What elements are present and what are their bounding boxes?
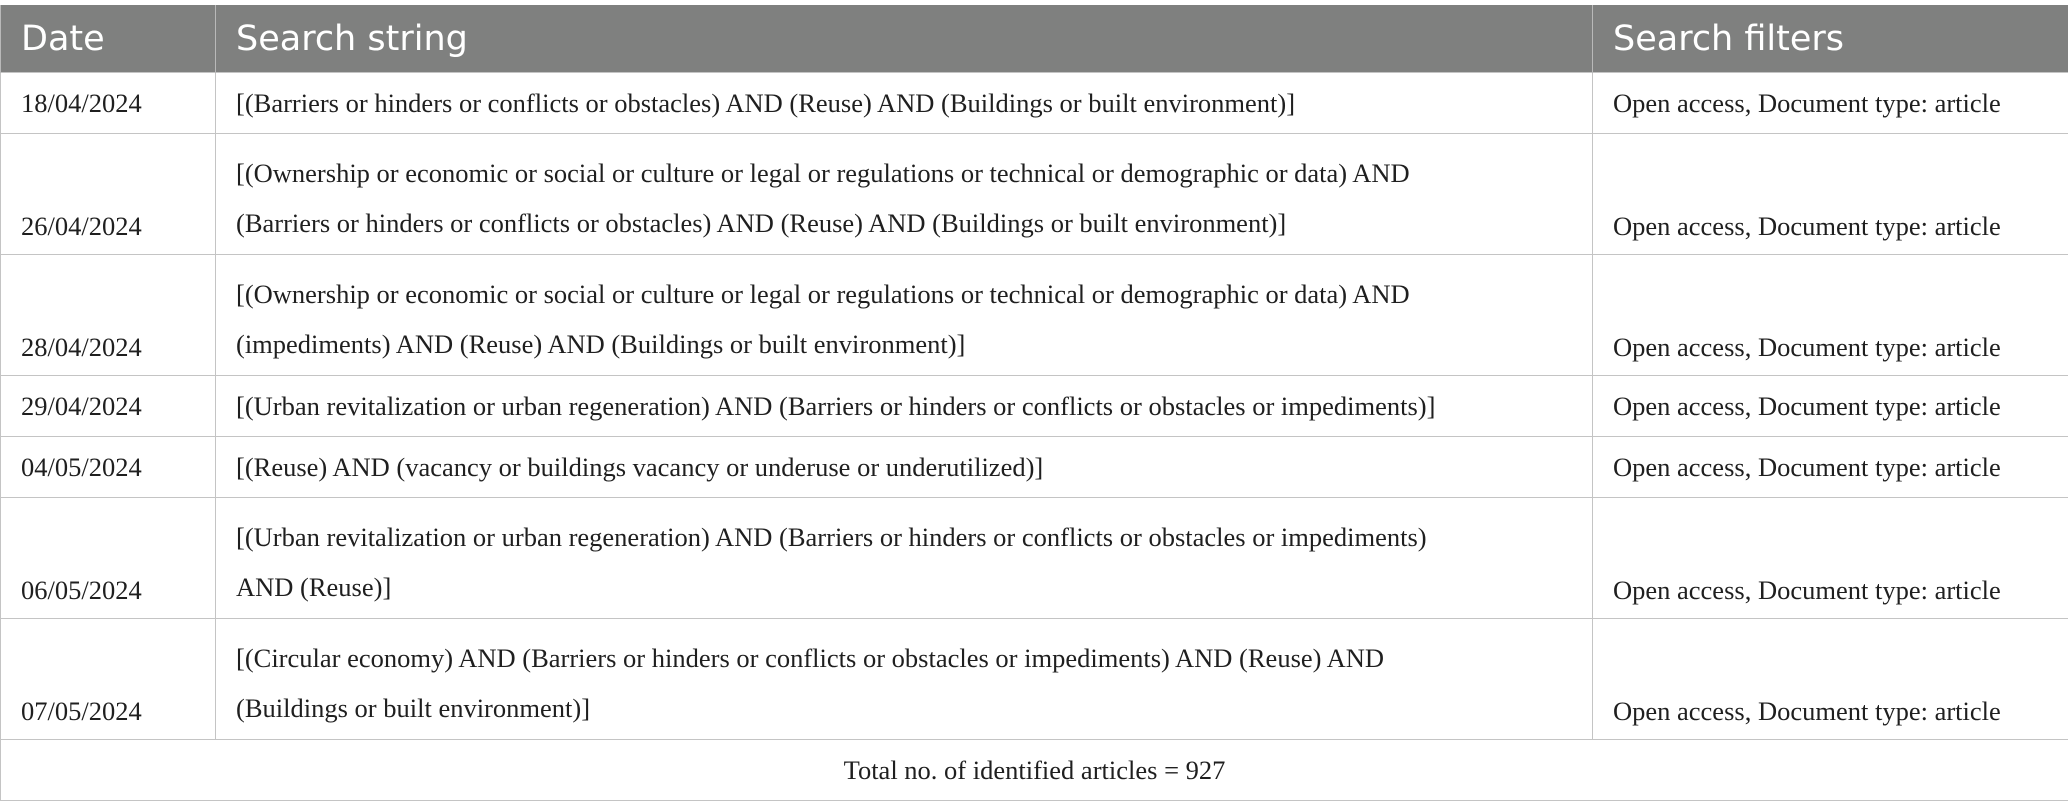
search-string-cell bbox=[216, 255, 1593, 376]
filters-cell: Open access, Document type: article bbox=[1593, 376, 2068, 437]
search-string-cell bbox=[216, 437, 1593, 498]
table-row bbox=[1, 619, 2068, 740]
filters-cell: Open access, Document type: article bbox=[1593, 498, 2068, 619]
search-line: [(Ownership or economic or social or culture or legal or regulations or technical or demographic or data) AND bbox=[236, 279, 1410, 309]
table-row bbox=[1, 134, 2068, 255]
search-line: (Barriers or hinders or conflicts or obstacles) AND (Reuse) AND (Buildings or built environment)] bbox=[236, 208, 1286, 238]
total-articles-cell: Total no. of identified articles = 927 bbox=[1, 740, 2068, 801]
filters-cell: Open access, Document type: article bbox=[1593, 73, 2068, 134]
search-string-cell bbox=[216, 134, 1593, 255]
search-strategy-table-container bbox=[0, 5, 2068, 801]
total-row bbox=[1, 740, 2068, 801]
table-row bbox=[1, 376, 2068, 437]
search-line: [(Urban revitalization or urban regeneration) AND (Barriers or hinders or conflicts or obstacles or impediments)] bbox=[236, 391, 1435, 421]
table-body bbox=[1, 73, 2068, 801]
header-search-filters: Search filters bbox=[1593, 5, 2068, 73]
search-line: (Buildings or built environment)] bbox=[236, 693, 590, 723]
filters-cell: Open access, Document type: article bbox=[1593, 134, 2068, 255]
search-line: [(Ownership or economic or social or culture or legal or regulations or technical or demographic or data) AND bbox=[236, 158, 1410, 188]
filters-cell: Open access, Document type: article bbox=[1593, 437, 2068, 498]
search-line: AND (Reuse)] bbox=[236, 572, 391, 602]
date-cell: 07/05/2024 bbox=[1, 619, 216, 740]
search-line: [(Circular economy) AND (Barriers or hinders or conflicts or obstacles or impediments) AND (Reuse) AND bbox=[236, 643, 1384, 673]
table-header bbox=[1, 5, 2068, 73]
date-cell: 28/04/2024 bbox=[1, 255, 216, 376]
search-string-cell bbox=[216, 73, 1593, 134]
filters-cell: Open access, Document type: article bbox=[1593, 619, 2068, 740]
search-string-cell bbox=[216, 498, 1593, 619]
date-cell: 29/04/2024 bbox=[1, 376, 216, 437]
header-date: Date bbox=[1, 5, 216, 73]
table-row bbox=[1, 255, 2068, 376]
date-cell: 26/04/2024 bbox=[1, 134, 216, 255]
search-line: [(Barriers or hinders or conflicts or obstacles) AND (Reuse) AND (Buildings or built environment)] bbox=[236, 88, 1295, 118]
search-line: [(Reuse) AND (vacancy or buildings vacancy or underuse or underutilized)] bbox=[236, 452, 1043, 482]
header-search-string: Search string bbox=[216, 5, 1593, 73]
table-row bbox=[1, 498, 2068, 619]
search-string-cell bbox=[216, 376, 1593, 437]
date-cell: 04/05/2024 bbox=[1, 437, 216, 498]
table-row bbox=[1, 437, 2068, 498]
filters-cell: Open access, Document type: article bbox=[1593, 255, 2068, 376]
header-row bbox=[1, 5, 2068, 73]
search-line: (impediments) AND (Reuse) AND (Buildings or built environment)] bbox=[236, 329, 965, 359]
search-string-cell bbox=[216, 619, 1593, 740]
date-cell: 06/05/2024 bbox=[1, 498, 216, 619]
search-strategy-table bbox=[0, 5, 2068, 801]
search-line: [(Urban revitalization or urban regeneration) AND (Barriers or hinders or conflicts or obstacles or impediments) bbox=[236, 522, 1427, 552]
table-row bbox=[1, 73, 2068, 134]
date-cell: 18/04/2024 bbox=[1, 73, 216, 134]
